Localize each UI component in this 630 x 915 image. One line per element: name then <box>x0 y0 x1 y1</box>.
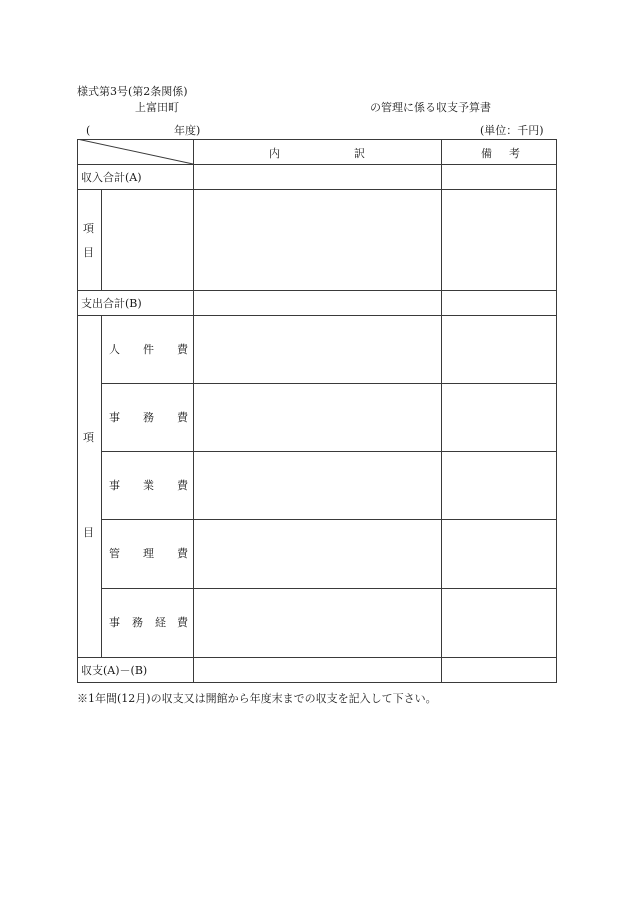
expense-item-char: 事 <box>109 411 120 424</box>
unit-label: (単位：千円) <box>480 124 544 137</box>
expense-item-char: 費 <box>177 343 188 356</box>
document-title: の管理に係る収支予算書 <box>370 101 491 114</box>
expense-item-char: 理 <box>143 547 154 560</box>
expense-item-char: 費 <box>177 547 188 560</box>
column-header-remarks-right: 考 <box>509 147 520 160</box>
expense-item-char: 経 <box>155 616 166 629</box>
column-header-details-right: 訳 <box>354 147 365 160</box>
income-item-label-top: 項 <box>83 222 94 235</box>
expense-item-char: 務 <box>143 411 154 424</box>
expense-item-label-top: 項 <box>83 431 94 444</box>
income-item-label-bottom: 目 <box>83 246 94 259</box>
town-name: 上富田町 <box>135 101 179 114</box>
expense-item-char: 人 <box>109 343 120 356</box>
expense-item-char: 事 <box>109 616 120 629</box>
expense-item-label-bottom: 目 <box>83 526 94 539</box>
expense-item-char: 管 <box>109 547 120 560</box>
column-header-details-left: 内 <box>269 147 280 160</box>
balance-label: 収支(A)－(B) <box>81 664 148 677</box>
header-diagonal-line <box>77 139 194 165</box>
expense-item-char: 事 <box>109 479 120 492</box>
fiscal-year-label: 年度) <box>174 124 201 137</box>
form-number: 様式第3号(第2条関係) <box>77 85 188 98</box>
expense-item-char: 務 <box>132 616 143 629</box>
footnote: ※1年間(12月)の収支又は開館から年度末までの収支を記入して下さい。 <box>77 692 437 705</box>
expense-total-label: 支出合計(B) <box>81 297 142 310</box>
column-header-remarks-left: 備 <box>481 147 492 160</box>
income-total-label: 収入合計(A) <box>81 171 142 184</box>
expense-item-char: 業 <box>143 479 154 492</box>
fiscal-year-open-paren: ( <box>86 124 91 137</box>
budget-table <box>77 139 557 683</box>
expense-item-char: 費 <box>177 616 188 629</box>
expense-item-char: 費 <box>177 479 188 492</box>
expense-item-char: 件 <box>143 343 154 356</box>
expense-item-char: 費 <box>177 411 188 424</box>
